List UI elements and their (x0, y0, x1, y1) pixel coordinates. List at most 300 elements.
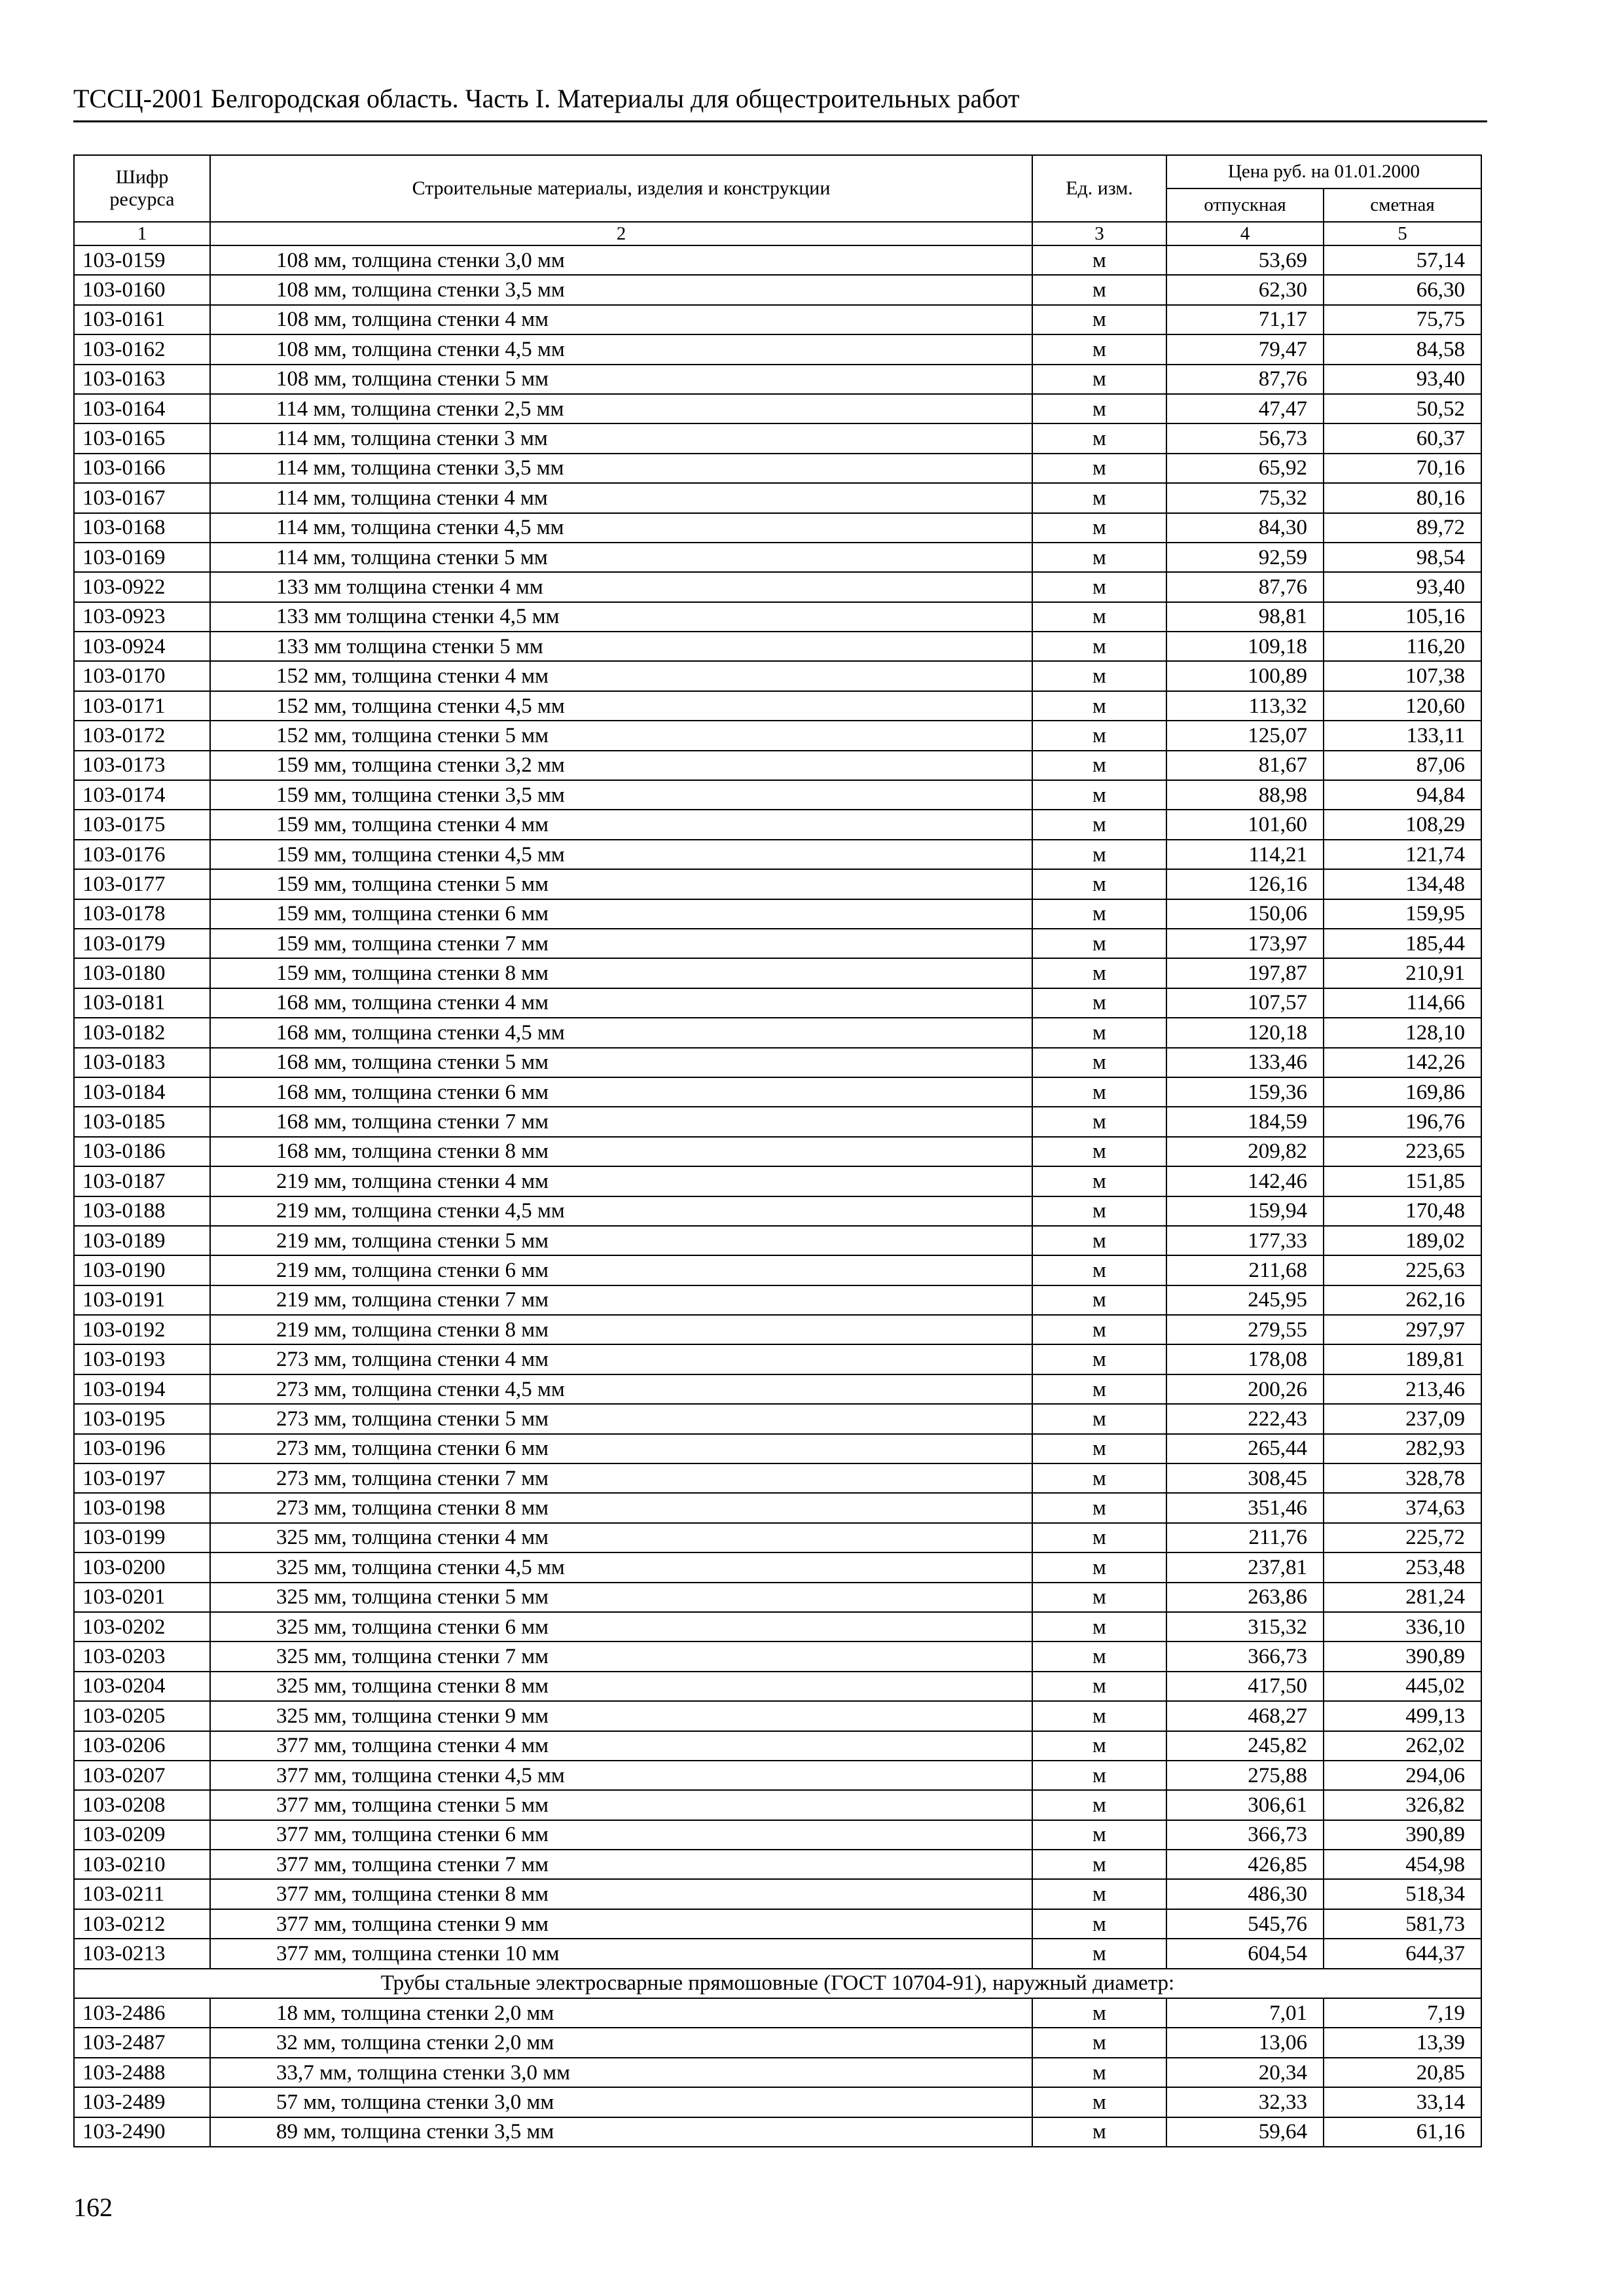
material-name: 114 мм, толщина стенки 2,5 мм (210, 394, 1032, 423)
resource-code: 103-0180 (74, 958, 210, 988)
table-row (74, 1255, 1481, 1285)
unit-cell: м (1032, 810, 1166, 839)
resource-code: 103-0183 (74, 1048, 210, 1077)
unit-cell: м (1032, 513, 1166, 543)
unit-cell: м (1032, 1196, 1166, 1226)
release-price: 545,76 (1166, 1909, 1324, 1939)
table-row (74, 1137, 1481, 1166)
resource-code: 103-0182 (74, 1018, 210, 1047)
material-name: 377 мм, толщина стенки 6 мм (210, 1820, 1032, 1850)
estimate-price: 116,20 (1324, 632, 1481, 661)
material-name: 273 мм, толщина стенки 4 мм (210, 1344, 1032, 1374)
table-row (74, 1077, 1481, 1107)
material-name: 273 мм, толщина стенки 4,5 мм (210, 1374, 1032, 1404)
resource-code: 103-0167 (74, 483, 210, 512)
release-price: 211,68 (1166, 1255, 1324, 1285)
section-title: Трубы стальные электросварные прямошовные (ГОСТ 10704-91), наружный диаметр: (74, 1969, 1481, 1998)
table-row (74, 365, 1481, 394)
material-name: 325 мм, толщина стенки 4 мм (210, 1523, 1032, 1552)
material-name: 114 мм, толщина стенки 5 мм (210, 543, 1032, 572)
material-name: 152 мм, толщина стенки 5 мм (210, 721, 1032, 750)
estimate-price: 13,39 (1324, 2028, 1481, 2057)
table-row (74, 899, 1481, 929)
resource-code: 103-0193 (74, 1344, 210, 1374)
material-name: 377 мм, толщина стенки 10 мм (210, 1939, 1032, 1968)
estimate-price: 60,37 (1324, 423, 1481, 453)
material-name: 377 мм, толщина стенки 5 мм (210, 1790, 1032, 1820)
unit-cell: м (1032, 305, 1166, 334)
table-row (74, 1641, 1481, 1671)
table-row (74, 958, 1481, 988)
material-name: 168 мм, толщина стенки 4,5 мм (210, 1018, 1032, 1047)
table-row (74, 423, 1481, 453)
header-code: Шифр ресурса (74, 155, 210, 222)
resource-code: 103-0166 (74, 454, 210, 483)
estimate-price: 7,19 (1324, 1998, 1481, 2028)
estimate-price: 98,54 (1324, 543, 1481, 572)
release-price: 20,34 (1166, 2058, 1324, 2087)
estimate-price: 374,63 (1324, 1493, 1481, 1522)
material-name: 168 мм, толщина стенки 5 мм (210, 1048, 1032, 1077)
resource-code: 103-0201 (74, 1583, 210, 1612)
table-row (74, 721, 1481, 750)
estimate-price: 93,40 (1324, 572, 1481, 601)
unit-cell: м (1032, 1463, 1166, 1493)
resource-code: 103-0197 (74, 1463, 210, 1493)
table-row (74, 1701, 1481, 1731)
estimate-price: 50,52 (1324, 394, 1481, 423)
resource-code: 103-0184 (74, 1077, 210, 1107)
material-name: 273 мм, толщина стенки 7 мм (210, 1463, 1032, 1493)
table-row (74, 1166, 1481, 1196)
unit-cell: м (1032, 840, 1166, 869)
resource-code: 103-0164 (74, 394, 210, 423)
material-name: 325 мм, толщина стенки 9 мм (210, 1701, 1032, 1731)
resource-code: 103-0200 (74, 1552, 210, 1582)
estimate-price: 213,46 (1324, 1374, 1481, 1404)
release-price: 237,81 (1166, 1552, 1324, 1582)
release-price: 71,17 (1166, 305, 1324, 334)
unit-cell: м (1032, 1226, 1166, 1255)
material-name: 168 мм, толщина стенки 6 мм (210, 1077, 1032, 1107)
release-price: 200,26 (1166, 1374, 1324, 1404)
release-price: 604,54 (1166, 1939, 1324, 1968)
release-price: 245,82 (1166, 1731, 1324, 1761)
table-row (74, 1879, 1481, 1909)
resource-code: 103-0924 (74, 632, 210, 661)
estimate-price: 326,82 (1324, 1790, 1481, 1820)
estimate-price: 445,02 (1324, 1672, 1481, 1701)
material-name: 219 мм, толщина стенки 6 мм (210, 1255, 1032, 1285)
column-number-row (74, 222, 1481, 245)
release-price: 351,46 (1166, 1493, 1324, 1522)
unit-cell: м (1032, 394, 1166, 423)
release-price: 426,85 (1166, 1850, 1324, 1879)
release-price: 125,07 (1166, 721, 1324, 750)
resource-code: 103-0171 (74, 691, 210, 721)
material-name: 219 мм, толщина стенки 4 мм (210, 1166, 1032, 1196)
resource-code: 103-0190 (74, 1255, 210, 1285)
table-row (74, 1612, 1481, 1641)
unit-cell: м (1032, 1641, 1166, 1671)
table-row (74, 513, 1481, 543)
table-row (74, 1434, 1481, 1463)
unit-cell: м (1032, 1077, 1166, 1107)
estimate-price: 581,73 (1324, 1909, 1481, 1939)
table-row (74, 1404, 1481, 1433)
page-header: ТССЦ-2001 Белгородская область. Часть I. Материалы для общестроительных работ (73, 82, 1487, 122)
resource-code: 103-2490 (74, 2117, 210, 2147)
unit-cell: м (1032, 1583, 1166, 1612)
material-name: 133 мм толщина стенки 5 мм (210, 632, 1032, 661)
column-number: 4 (1166, 222, 1324, 245)
table-row (74, 1285, 1481, 1315)
estimate-price: 169,86 (1324, 1077, 1481, 1107)
unit-cell: м (1032, 1939, 1166, 1968)
estimate-price: 61,16 (1324, 2117, 1481, 2147)
release-price: 366,73 (1166, 1641, 1324, 1671)
table-row (74, 661, 1481, 691)
estimate-price: 133,11 (1324, 721, 1481, 750)
resource-code: 103-0922 (74, 572, 210, 601)
unit-cell: м (1032, 780, 1166, 810)
material-name: 159 мм, толщина стенки 3,5 мм (210, 780, 1032, 810)
estimate-price: 66,30 (1324, 275, 1481, 304)
resource-code: 103-0178 (74, 899, 210, 929)
page-number: 162 (73, 2193, 113, 2222)
estimate-price: 94,84 (1324, 780, 1481, 810)
material-name: 159 мм, толщина стенки 7 мм (210, 929, 1032, 958)
table-row (74, 1226, 1481, 1255)
unit-cell: м (1032, 543, 1166, 572)
material-name: 273 мм, толщина стенки 5 мм (210, 1404, 1032, 1433)
table-row (74, 394, 1481, 423)
estimate-price: 237,09 (1324, 1404, 1481, 1433)
resource-code: 103-0174 (74, 780, 210, 810)
estimate-price: 89,72 (1324, 513, 1481, 543)
column-number: 3 (1032, 222, 1166, 245)
unit-cell: м (1032, 1018, 1166, 1047)
estimate-price: 170,48 (1324, 1196, 1481, 1226)
unit-cell: м (1032, 1434, 1166, 1463)
resource-code: 103-0188 (74, 1196, 210, 1226)
table-row (74, 869, 1481, 899)
unit-cell: м (1032, 454, 1166, 483)
resource-code: 103-0209 (74, 1820, 210, 1850)
resource-code: 103-0196 (74, 1434, 210, 1463)
release-price: 120,18 (1166, 1018, 1324, 1047)
table-row (74, 1344, 1481, 1374)
resource-code: 103-0210 (74, 1850, 210, 1879)
material-name: 108 мм, толщина стенки 4,5 мм (210, 334, 1032, 364)
unit-cell: м (1032, 1344, 1166, 1374)
material-name: 168 мм, толщина стенки 7 мм (210, 1107, 1032, 1136)
material-name: 168 мм, толщина стенки 4 мм (210, 988, 1032, 1018)
estimate-price: 336,10 (1324, 1612, 1481, 1641)
material-name: 159 мм, толщина стенки 6 мм (210, 899, 1032, 929)
resource-code: 103-0195 (74, 1404, 210, 1433)
estimate-price: 297,97 (1324, 1315, 1481, 1344)
material-name: 219 мм, толщина стенки 5 мм (210, 1226, 1032, 1255)
resource-code: 103-0168 (74, 513, 210, 543)
unit-cell: м (1032, 1137, 1166, 1166)
unit-cell: м (1032, 1107, 1166, 1136)
estimate-price: 159,95 (1324, 899, 1481, 929)
material-name: 114 мм, толщина стенки 3 мм (210, 423, 1032, 453)
unit-cell: м (1032, 869, 1166, 899)
resource-code: 103-0199 (74, 1523, 210, 1552)
material-name: 168 мм, толщина стенки 8 мм (210, 1137, 1032, 1166)
estimate-price: 196,76 (1324, 1107, 1481, 1136)
release-price: 79,47 (1166, 334, 1324, 364)
material-name: 273 мм, толщина стенки 6 мм (210, 1434, 1032, 1463)
release-price: 100,89 (1166, 661, 1324, 691)
release-price: 315,32 (1166, 1612, 1324, 1641)
table-row (74, 1374, 1481, 1404)
release-price: 468,27 (1166, 1701, 1324, 1731)
material-name: 219 мм, толщина стенки 4,5 мм (210, 1196, 1032, 1226)
table-row (74, 245, 1481, 275)
unit-cell: м (1032, 602, 1166, 632)
material-name: 57 мм, толщина стенки 3,0 мм (210, 2087, 1032, 2117)
unit-cell: м (1032, 245, 1166, 275)
release-price: 133,46 (1166, 1048, 1324, 1077)
unit-cell: м (1032, 2117, 1166, 2147)
material-name: 377 мм, толщина стенки 7 мм (210, 1850, 1032, 1879)
material-name: 108 мм, толщина стенки 3,5 мм (210, 275, 1032, 304)
unit-cell: м (1032, 483, 1166, 512)
unit-cell: м (1032, 1790, 1166, 1820)
release-price: 209,82 (1166, 1137, 1324, 1166)
table-row (74, 840, 1481, 869)
resource-code: 103-0204 (74, 1672, 210, 1701)
unit-cell: м (1032, 1166, 1166, 1196)
release-price: 263,86 (1166, 1583, 1324, 1612)
resource-code: 103-0181 (74, 988, 210, 1018)
release-price: 98,81 (1166, 602, 1324, 632)
resource-code: 103-0159 (74, 245, 210, 275)
release-price: 75,32 (1166, 483, 1324, 512)
unit-cell: м (1032, 275, 1166, 304)
table-row (74, 2117, 1481, 2147)
material-name: 159 мм, толщина стенки 4,5 мм (210, 840, 1032, 869)
column-number: 1 (74, 222, 210, 245)
estimate-price: 281,24 (1324, 1583, 1481, 1612)
material-name: 377 мм, толщина стенки 4 мм (210, 1731, 1032, 1761)
resource-code: 103-2488 (74, 2058, 210, 2087)
table-row (74, 305, 1481, 334)
estimate-price: 93,40 (1324, 365, 1481, 394)
table-row (74, 988, 1481, 1018)
estimate-price: 223,65 (1324, 1137, 1481, 1166)
release-price: 101,60 (1166, 810, 1324, 839)
material-name: 325 мм, толщина стенки 4,5 мм (210, 1552, 1032, 1582)
resource-code: 103-0162 (74, 334, 210, 364)
unit-cell: м (1032, 1404, 1166, 1433)
unit-cell: м (1032, 1374, 1166, 1404)
unit-cell: м (1032, 1612, 1166, 1641)
resource-code: 103-0194 (74, 1374, 210, 1404)
table-row (74, 1107, 1481, 1136)
column-number: 5 (1324, 222, 1481, 245)
table-row (74, 1820, 1481, 1850)
material-name: 159 мм, толщина стенки 8 мм (210, 958, 1032, 988)
table-row (74, 1048, 1481, 1077)
resource-code: 103-0177 (74, 869, 210, 899)
resource-code: 103-0207 (74, 1761, 210, 1790)
table-row (74, 1998, 1481, 2028)
table-row (74, 2028, 1481, 2057)
resource-code: 103-0172 (74, 721, 210, 750)
release-price: 87,76 (1166, 365, 1324, 394)
unit-cell: м (1032, 929, 1166, 958)
release-price: 142,46 (1166, 1166, 1324, 1196)
material-name: 114 мм, толщина стенки 3,5 мм (210, 454, 1032, 483)
release-price: 177,33 (1166, 1226, 1324, 1255)
resource-code: 103-0165 (74, 423, 210, 453)
table-row (74, 1523, 1481, 1552)
estimate-price: 518,34 (1324, 1879, 1481, 1909)
release-price: 107,57 (1166, 988, 1324, 1018)
unit-cell: м (1032, 721, 1166, 750)
material-name: 89 мм, толщина стенки 3,5 мм (210, 2117, 1032, 2147)
header-estimate: сметная (1324, 188, 1481, 222)
material-name: 152 мм, толщина стенки 4 мм (210, 661, 1032, 691)
release-price: 245,95 (1166, 1285, 1324, 1315)
table-row (74, 1761, 1481, 1790)
resource-code: 103-0163 (74, 365, 210, 394)
unit-cell: м (1032, 1909, 1166, 1939)
unit-cell: м (1032, 751, 1166, 780)
resource-code: 103-0173 (74, 751, 210, 780)
estimate-price: 87,06 (1324, 751, 1481, 780)
price-table (73, 154, 1482, 2147)
material-name: 219 мм, толщина стенки 8 мм (210, 1315, 1032, 1344)
unit-cell: м (1032, 1761, 1166, 1790)
release-price: 7,01 (1166, 1998, 1324, 2028)
material-name: 325 мм, толщина стенки 6 мм (210, 1612, 1032, 1641)
resource-code: 103-0213 (74, 1939, 210, 1968)
release-price: 279,55 (1166, 1315, 1324, 1344)
estimate-price: 121,74 (1324, 840, 1481, 869)
release-price: 81,67 (1166, 751, 1324, 780)
table-row (74, 810, 1481, 839)
release-price: 197,87 (1166, 958, 1324, 988)
table-row (74, 2087, 1481, 2117)
release-price: 366,73 (1166, 1820, 1324, 1850)
unit-cell: м (1032, 2058, 1166, 2087)
header-name: Строительные материалы, изделия и конструкции (210, 155, 1032, 222)
unit-cell: м (1032, 2028, 1166, 2057)
estimate-price: 20,85 (1324, 2058, 1481, 2087)
unit-cell: м (1032, 988, 1166, 1018)
release-price: 32,33 (1166, 2087, 1324, 2117)
table-row (74, 1939, 1481, 1968)
unit-cell: м (1032, 365, 1166, 394)
estimate-price: 151,85 (1324, 1166, 1481, 1196)
estimate-price: 253,48 (1324, 1552, 1481, 1582)
table-row (74, 602, 1481, 632)
estimate-price: 142,26 (1324, 1048, 1481, 1077)
table-row (74, 751, 1481, 780)
release-price: 173,97 (1166, 929, 1324, 958)
resource-code: 103-0170 (74, 661, 210, 691)
material-name: 133 мм толщина стенки 4,5 мм (210, 602, 1032, 632)
resource-code: 103-0187 (74, 1166, 210, 1196)
table-row (74, 1583, 1481, 1612)
resource-code: 103-0212 (74, 1909, 210, 1939)
resource-code: 103-0169 (74, 543, 210, 572)
column-number: 2 (210, 222, 1032, 245)
material-name: 159 мм, толщина стенки 5 мм (210, 869, 1032, 899)
material-name: 108 мм, толщина стенки 4 мм (210, 305, 1032, 334)
table-row (74, 2058, 1481, 2087)
estimate-price: 282,93 (1324, 1434, 1481, 1463)
table-row (74, 1018, 1481, 1047)
resource-code: 103-0192 (74, 1315, 210, 1344)
table-row (74, 1731, 1481, 1761)
material-name: 114 мм, толщина стенки 4,5 мм (210, 513, 1032, 543)
estimate-price: 134,48 (1324, 869, 1481, 899)
table-row (74, 1493, 1481, 1522)
unit-cell: м (1032, 334, 1166, 364)
estimate-price: 114,66 (1324, 988, 1481, 1018)
material-name: 325 мм, толщина стенки 7 мм (210, 1641, 1032, 1671)
header-release: отпускная (1166, 188, 1324, 222)
resource-code: 103-0205 (74, 1701, 210, 1731)
material-name: 18 мм, толщина стенки 2,0 мм (210, 1998, 1032, 2028)
release-price: 150,06 (1166, 899, 1324, 929)
resource-code: 103-2487 (74, 2028, 210, 2057)
estimate-price: 225,63 (1324, 1255, 1481, 1285)
release-price: 308,45 (1166, 1463, 1324, 1493)
resource-code: 103-0923 (74, 602, 210, 632)
resource-code: 103-0175 (74, 810, 210, 839)
estimate-price: 108,29 (1324, 810, 1481, 839)
material-name: 114 мм, толщина стенки 4 мм (210, 483, 1032, 512)
release-price: 178,08 (1166, 1344, 1324, 1374)
release-price: 184,59 (1166, 1107, 1324, 1136)
section-row (74, 1969, 1481, 1998)
material-name: 33,7 мм, толщина стенки 3,0 мм (210, 2058, 1032, 2087)
resource-code: 103-2489 (74, 2087, 210, 2117)
table-row (74, 275, 1481, 304)
unit-cell: м (1032, 1255, 1166, 1285)
table-row (74, 454, 1481, 483)
table-row (74, 1790, 1481, 1820)
table-row (74, 691, 1481, 721)
estimate-price: 70,16 (1324, 454, 1481, 483)
material-name: 377 мм, толщина стенки 4,5 мм (210, 1761, 1032, 1790)
estimate-price: 33,14 (1324, 2087, 1481, 2117)
unit-cell: м (1032, 691, 1166, 721)
resource-code: 103-0186 (74, 1137, 210, 1166)
table-row (74, 1463, 1481, 1493)
unit-cell: м (1032, 1998, 1166, 2028)
estimate-price: 189,02 (1324, 1226, 1481, 1255)
release-price: 62,30 (1166, 275, 1324, 304)
estimate-price: 294,06 (1324, 1761, 1481, 1790)
estimate-price: 189,81 (1324, 1344, 1481, 1374)
material-name: 325 мм, толщина стенки 5 мм (210, 1583, 1032, 1612)
table-row (74, 1850, 1481, 1879)
material-name: 133 мм толщина стенки 4 мм (210, 572, 1032, 601)
estimate-price: 210,91 (1324, 958, 1481, 988)
unit-cell: м (1032, 1285, 1166, 1315)
material-name: 152 мм, толщина стенки 4,5 мм (210, 691, 1032, 721)
table-row (74, 572, 1481, 601)
material-name: 108 мм, толщина стенки 3,0 мм (210, 245, 1032, 275)
